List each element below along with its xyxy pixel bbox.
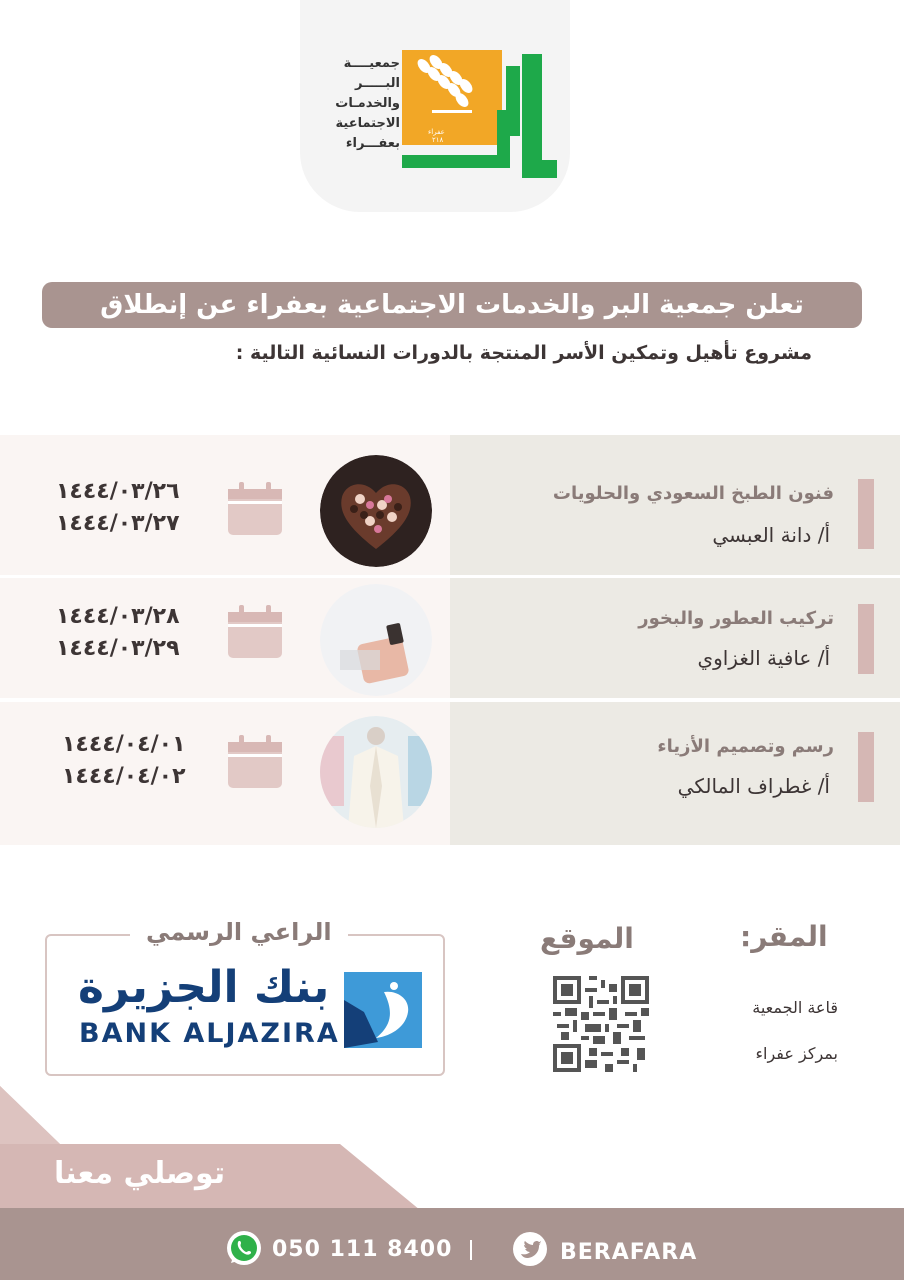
calendar-icon — [226, 481, 284, 537]
photo-mannequin-jacket — [320, 716, 432, 828]
hq-address-line: قاعة الجمعية — [752, 998, 838, 1017]
course-info-panel — [450, 702, 900, 845]
bank-name-english: BANK ALJAZIRA — [79, 1018, 340, 1049]
course-row — [0, 702, 900, 845]
course-date-from: ١٤٤٤/٠٣/٢٨ — [56, 604, 180, 629]
twitter-handle[interactable]: BERAFARA — [560, 1240, 698, 1265]
logo-line: الاجتماعية — [335, 116, 400, 131]
logo-wordmark — [322, 54, 400, 154]
logo-line: بعفـــراء — [345, 136, 400, 151]
location-title: الموقع — [540, 922, 634, 955]
course-title: رسم وتصميم الأزياء — [657, 736, 834, 757]
announcement-headline: تعلن جمعية البر والخدمات الاجتماعية بعفراء عن إنطلاق — [42, 282, 862, 328]
contact-separator — [470, 1240, 472, 1260]
course-title: تركيب العطور والبخور — [638, 608, 834, 629]
bank-logo-icon — [344, 972, 422, 1048]
logo-line: والخدمـات — [335, 96, 400, 111]
course-accent-bar — [858, 732, 874, 802]
course-date-from: ١٤٤٤/٠٣/٢٦ — [56, 479, 180, 504]
course-teacher: أ/ غطراف المالكي — [677, 774, 830, 798]
course-title: فنون الطبخ السعودي والحلويات — [552, 483, 834, 504]
logo-emblem — [402, 50, 562, 182]
contact-banner — [0, 1086, 420, 1210]
course-date-from: ١٤٤٤/٠٤/٠١ — [62, 732, 186, 757]
photo-chocolate-heart — [320, 455, 432, 567]
bank-name-arabic: بنك الجزيرة — [78, 962, 330, 1013]
announcement-subline: مشروع تأهيل وتمكين الأسر المنتجة بالدورات النسائية التالية : — [235, 342, 812, 364]
course-teacher: أ/ عافية الغزاوي — [697, 646, 830, 670]
contact-label: توصلي معنا — [54, 1156, 226, 1191]
logo-line: البـــــر — [355, 76, 400, 91]
calendar-icon — [226, 734, 284, 790]
phone-number[interactable]: 050 111 8400 — [272, 1237, 453, 1262]
sponsor-label: الراعي الرسمي — [130, 918, 348, 946]
whatsapp-icon[interactable] — [225, 1229, 263, 1267]
course-info-panel — [450, 578, 900, 698]
course-row — [0, 578, 900, 698]
calendar-icon — [226, 604, 284, 660]
course-accent-bar — [858, 604, 874, 674]
course-date-to: ١٤٤٤/٠٤/٠٢ — [62, 764, 186, 789]
location-qr-code[interactable] — [553, 976, 649, 1072]
course-accent-bar — [858, 479, 874, 549]
course-date-to: ١٤٤٤/٠٣/٢٧ — [56, 511, 180, 536]
course-row — [0, 435, 900, 575]
course-teacher: أ/ دانة العبسي — [712, 523, 830, 547]
course-info-panel — [450, 435, 900, 575]
logo-badge: عفراء — [428, 128, 445, 136]
hq-address-line: بمركز عفراء — [755, 1044, 838, 1063]
photo-perfume-bottle — [320, 584, 432, 696]
logo-line: جمعيــــة — [343, 56, 400, 71]
logo-badge-number: ٢١٨ — [432, 136, 444, 144]
twitter-icon[interactable] — [512, 1231, 548, 1267]
hq-title: المقر: — [740, 920, 828, 953]
course-date-to: ١٤٤٤/٠٣/٢٩ — [56, 636, 180, 661]
